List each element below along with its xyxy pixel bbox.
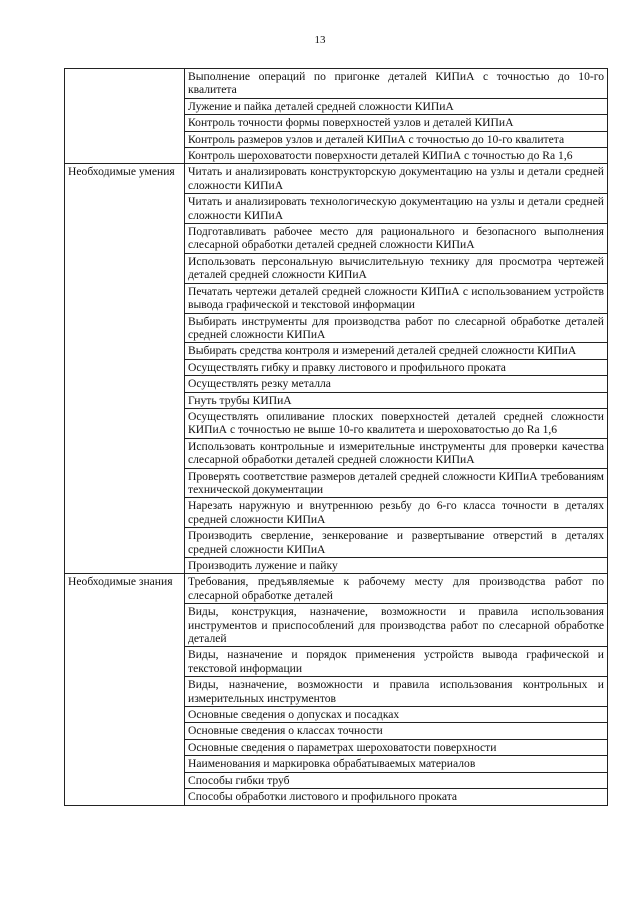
category-cell: Необходимые знания [65,574,185,805]
item-cell: Основные сведения о допусках и посадках [185,707,608,723]
item-cell: Контроль размеров узлов и деталей КИПиА с точностью до 10-го квалитета [185,131,608,147]
item-cell: Наименования и маркировка обрабатываемых материалов [185,756,608,772]
item-cell: Производить лужение и пайку [185,558,608,574]
item-cell: Лужение и пайка деталей средней сложности КИПиА [185,98,608,114]
item-cell: Способы гибки труб [185,772,608,788]
item-cell: Основные сведения о классах точности [185,723,608,739]
category-cell: Необходимые умения [65,164,185,574]
table-row [65,574,608,604]
item-cell: Читать и анализировать технологическую документацию на узлы и детали средней сложности КИПиА [185,194,608,224]
item-cell: Осуществлять гибку и правку листового и профильного проката [185,359,608,375]
item-cell: Основные сведения о параметрах шероховатости поверхности [185,739,608,755]
item-cell: Использовать контрольные и измерительные инструменты для проверки качества слесарной обработки деталей средней сложности КИПиА [185,438,608,468]
item-cell: Читать и анализировать конструкторскую документацию на узлы и детали средней сложности КИПиА [185,164,608,194]
item-cell: Контроль точности формы поверхностей узлов и деталей КИПиА [185,115,608,131]
item-cell: Проверять соответствие размеров деталей средней сложности КИПиА требованиям технической документации [185,468,608,498]
item-cell: Нарезать наружную и внутреннюю резьбу до 6-го класса точности в деталях средней сложности КИПиА [185,498,608,528]
table-row [65,69,608,99]
competency-table-body [65,69,608,806]
item-cell: Выбирать инструменты для производства работ по слесарной обработке деталей средней сложности КИПиА [185,313,608,343]
item-cell: Требования, предъявляемые к рабочему месту для производства работ по слесарной обработке деталей [185,574,608,604]
item-cell: Виды, конструкция, назначение, возможности и правила использования инструментов и приспособлений для производства работ по слесарной обработке деталей [185,604,608,647]
category-cell [65,69,185,164]
item-cell: Печатать чертежи деталей средней сложности КИПиА с использованием устройств вывода графической и текстовой информации [185,283,608,313]
item-cell: Подготавливать рабочее место для рационального и безопасного выполнения слесарной обработки деталей средней сложности КИПиА [185,224,608,254]
item-cell: Виды, назначение и порядок применения устройств вывода графической и текстовой информации [185,647,608,677]
item-cell: Выполнение операций по пригонке деталей КИПиА с точностью до 10-го квалитета [185,69,608,99]
item-cell: Выбирать средства контроля и измерений деталей средней сложности КИПиА [185,343,608,359]
item-cell: Контроль шероховатости поверхности деталей КИПиА с точностью до Ra 1,6 [185,148,608,164]
item-cell: Осуществлять резку металла [185,376,608,392]
competency-table [64,68,608,806]
item-cell: Использовать персональную вычислительную технику для просмотра чертежей деталей средней сложности КИПиА [185,253,608,283]
item-cell: Гнуть трубы КИПиА [185,392,608,408]
item-cell: Виды, назначение, возможности и правила использования контрольных и измерительных инструментов [185,677,608,707]
item-cell: Производить сверление, зенкерование и развертывание отверстий в деталях средней сложности КИПиА [185,528,608,558]
table-row [65,164,608,194]
page-number: 13 [314,34,326,46]
item-cell: Способы обработки листового и профильного проката [185,789,608,805]
item-cell: Осуществлять опиливание плоских поверхностей деталей средней сложности КИПиА с точностью не выше 10-го квалитета и шероховатостью до Ra 1,6 [185,408,608,438]
